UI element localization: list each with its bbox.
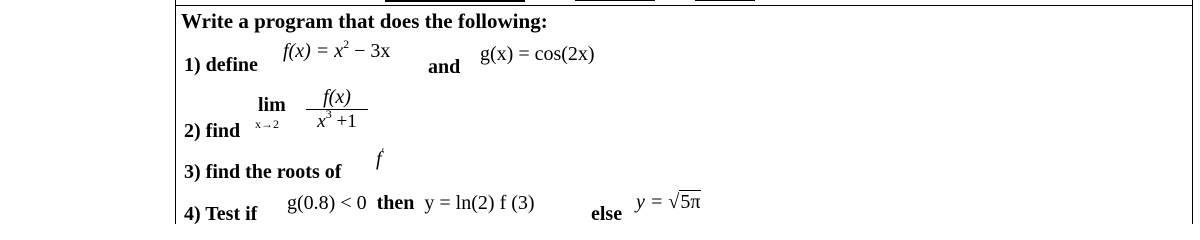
- item-2-label: 2) find: [184, 120, 241, 142]
- f-definition-exponent: 2: [343, 37, 350, 51]
- fraction-denominator: [306, 107, 368, 134]
- else-expression: [636, 191, 701, 214]
- limit-operator: lim: [258, 94, 286, 116]
- then-expression: y = ln(2) f (3): [424, 192, 535, 214]
- f-definition-rhs: − 3x: [349, 40, 391, 62]
- sqrt-radicand: 5π: [680, 191, 701, 213]
- f-definition-lhs: f(x) = x: [283, 40, 344, 62]
- denominator-exponent: 3: [325, 107, 332, 121]
- f-prime-func: f: [376, 148, 382, 170]
- conjunction-and: and: [428, 56, 461, 78]
- sqrt-expression: [668, 191, 701, 214]
- test-expression: [287, 192, 535, 215]
- test-condition: g(0.8) < 0: [287, 192, 367, 214]
- denominator-base: x: [317, 111, 326, 132]
- item-1-label: 1) define: [184, 54, 258, 76]
- limit-fraction: [306, 86, 368, 134]
- denominator-tail: +1: [331, 111, 357, 132]
- f-prime-mark: ′: [381, 145, 385, 159]
- item-4-label: 4) Test if: [184, 203, 258, 225]
- fraction-numerator: f(x): [323, 86, 351, 108]
- fraction-bar: [306, 109, 368, 110]
- f-prime: [376, 145, 385, 171]
- g-definition: g(x) = cos(2x): [480, 43, 595, 65]
- else-lhs: y =: [636, 191, 669, 213]
- limit-subscript: x→2: [255, 117, 279, 131]
- page-title: Write a program that does the following:: [181, 9, 548, 33]
- sqrt-symbol: √: [668, 191, 680, 213]
- f-definition: [283, 37, 391, 63]
- else-keyword: else: [591, 203, 623, 225]
- item-3-label: 3) find the roots of: [184, 161, 342, 183]
- then-keyword: then: [376, 192, 415, 214]
